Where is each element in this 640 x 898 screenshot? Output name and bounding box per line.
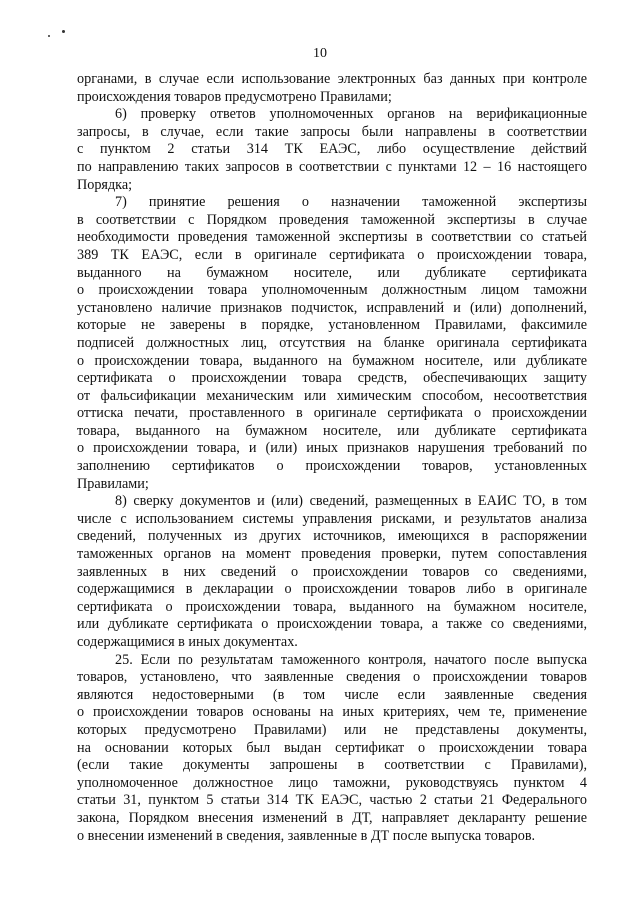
paragraph-continuation [77, 71, 587, 106]
text-line: с пунктом 2 статьи 314 ТК ЕАЭС, либо осуществление действий [77, 141, 587, 158]
text-line: (если такие документы запрошены в соответствии с Правилами), [77, 757, 587, 774]
text-line: которые не заверены в порядке, установленном Правилами, факсимиле [77, 317, 587, 334]
text-line: товаров, установлено, что заявленные сведения о происхождении товаров [77, 669, 587, 686]
text-line: запросы, в случае, если такие запросы были направлены в соответствии [77, 123, 587, 140]
scan-speck [48, 35, 50, 37]
text-line: сертификата о происхождении товара средств, обеспечивающих защиту [77, 370, 587, 387]
text-line: на основании которых был выдан сертификат о происхождении товара [77, 739, 587, 756]
text-line: подписей должностных лиц, отсутствия на бланке оригинала сертификата [77, 334, 587, 351]
text-line: таможенных органов на момент проведения проверки, путем сопоставления [77, 546, 587, 563]
paragraph-item-8 [77, 493, 587, 651]
text-line: выданного на бумажном носителе, или дубликате сертификата [77, 264, 587, 281]
text-line: товара, выданного на бумажном носителе, или дубликате сертификата [77, 422, 587, 439]
text-line: содержащимися в декларации о происхождении товаров либо в оригинале [77, 581, 587, 598]
text-line: оттиска печати, проставленного в оригинале сертификата о происхождении [77, 405, 587, 422]
text-line: уполномоченное должностное лицо таможни, руководствуясь пунктом 4 [77, 774, 587, 791]
document-body [77, 71, 587, 845]
text-line: о происхождении товара, выданного на бумажном носителе, или дубликате [77, 352, 587, 369]
text-line: являются недостоверными (в том числе если заявленные сведения [77, 686, 587, 703]
text-line: органами, в случае если использование электронных баз данных при контроле [77, 71, 587, 87]
text-line: о происхождении товара, и (или) иных признаков нарушения требований по [77, 440, 587, 457]
text-line: сертификата о происхождении товара, выданного на бумажном носителе, [77, 598, 587, 615]
text-line: по направлению таких запросов в соответствии с пунктами 12 – 16 настоящего [77, 158, 587, 175]
text-line: которых предусмотрено Правилами) или не представлены документы, [77, 721, 587, 738]
paragraph-item-6 [77, 106, 587, 194]
text-line: 389 ТК ЕАЭС, если в оригинале сертификата о происхождении товара, [77, 246, 587, 263]
paragraph-item-25 [77, 652, 587, 846]
paragraph-item-7 [77, 194, 587, 493]
text-line: о происхождении товаров основаны на иных критериях, чем те, применение [77, 704, 587, 721]
text-line: сведений, полученных из других источников, имеющихся в распоряжении [77, 528, 587, 545]
text-line: о внесении изменений в сведения, заявленные в ДТ после выпуска товаров. [77, 827, 536, 844]
text-line: заполнению сертификатов о происхождении товаров, установленных [77, 458, 587, 475]
text-line: заявленных в них сведений о происхождении товаров со сведениями, [77, 563, 587, 580]
text-line: числе с использованием системы управления рисками, и результатов анализа [77, 510, 587, 527]
text-line: Правилами; [77, 475, 149, 492]
text-line: содержащимися в иных документах. [77, 634, 298, 650]
text-line: необходимости проведения таможенной экспертизы в соответствии со статьей [77, 229, 587, 246]
text-line: 6) проверку ответов уполномоченных органов на верификационные [115, 106, 587, 123]
text-line: 25. Если по результатам таможенного контроля, начатого после выпуска [115, 651, 587, 668]
page-number: 10 [313, 46, 327, 61]
text-line: закона, Порядком внесения изменений в ДТ, направляет декларанту решение [77, 809, 587, 826]
text-line: Порядка; [77, 176, 133, 193]
scan-speck [62, 30, 65, 33]
text-line: в соответствии с Порядком проведения таможенной экспертизы в случае [77, 211, 587, 228]
text-line: или дубликате сертификата о происхождении товара, а также со сведениями, [77, 616, 587, 633]
text-line: установлено наличие признаков подчисток, исправлений и (или) дополнений, [77, 299, 587, 316]
text-line: от фальсификации механическим или химическим способом, несоответствия [77, 387, 587, 404]
text-line: 8) сверку документов и (или) сведений, размещенных в ЕАИС ТО, в том [115, 493, 587, 510]
text-line: статьи 31, пунктом 5 статьи 314 ТК ЕАЭС, частью 2 статьи 21 Федерального [77, 792, 587, 809]
text-line: о происхождении товара уполномоченным должностным лицом таможни [77, 282, 587, 299]
text-line: происхождения товаров предусмотрено Правилами; [77, 88, 392, 105]
text-line: 7) принятие решения о назначении таможенной экспертизы [115, 194, 587, 211]
